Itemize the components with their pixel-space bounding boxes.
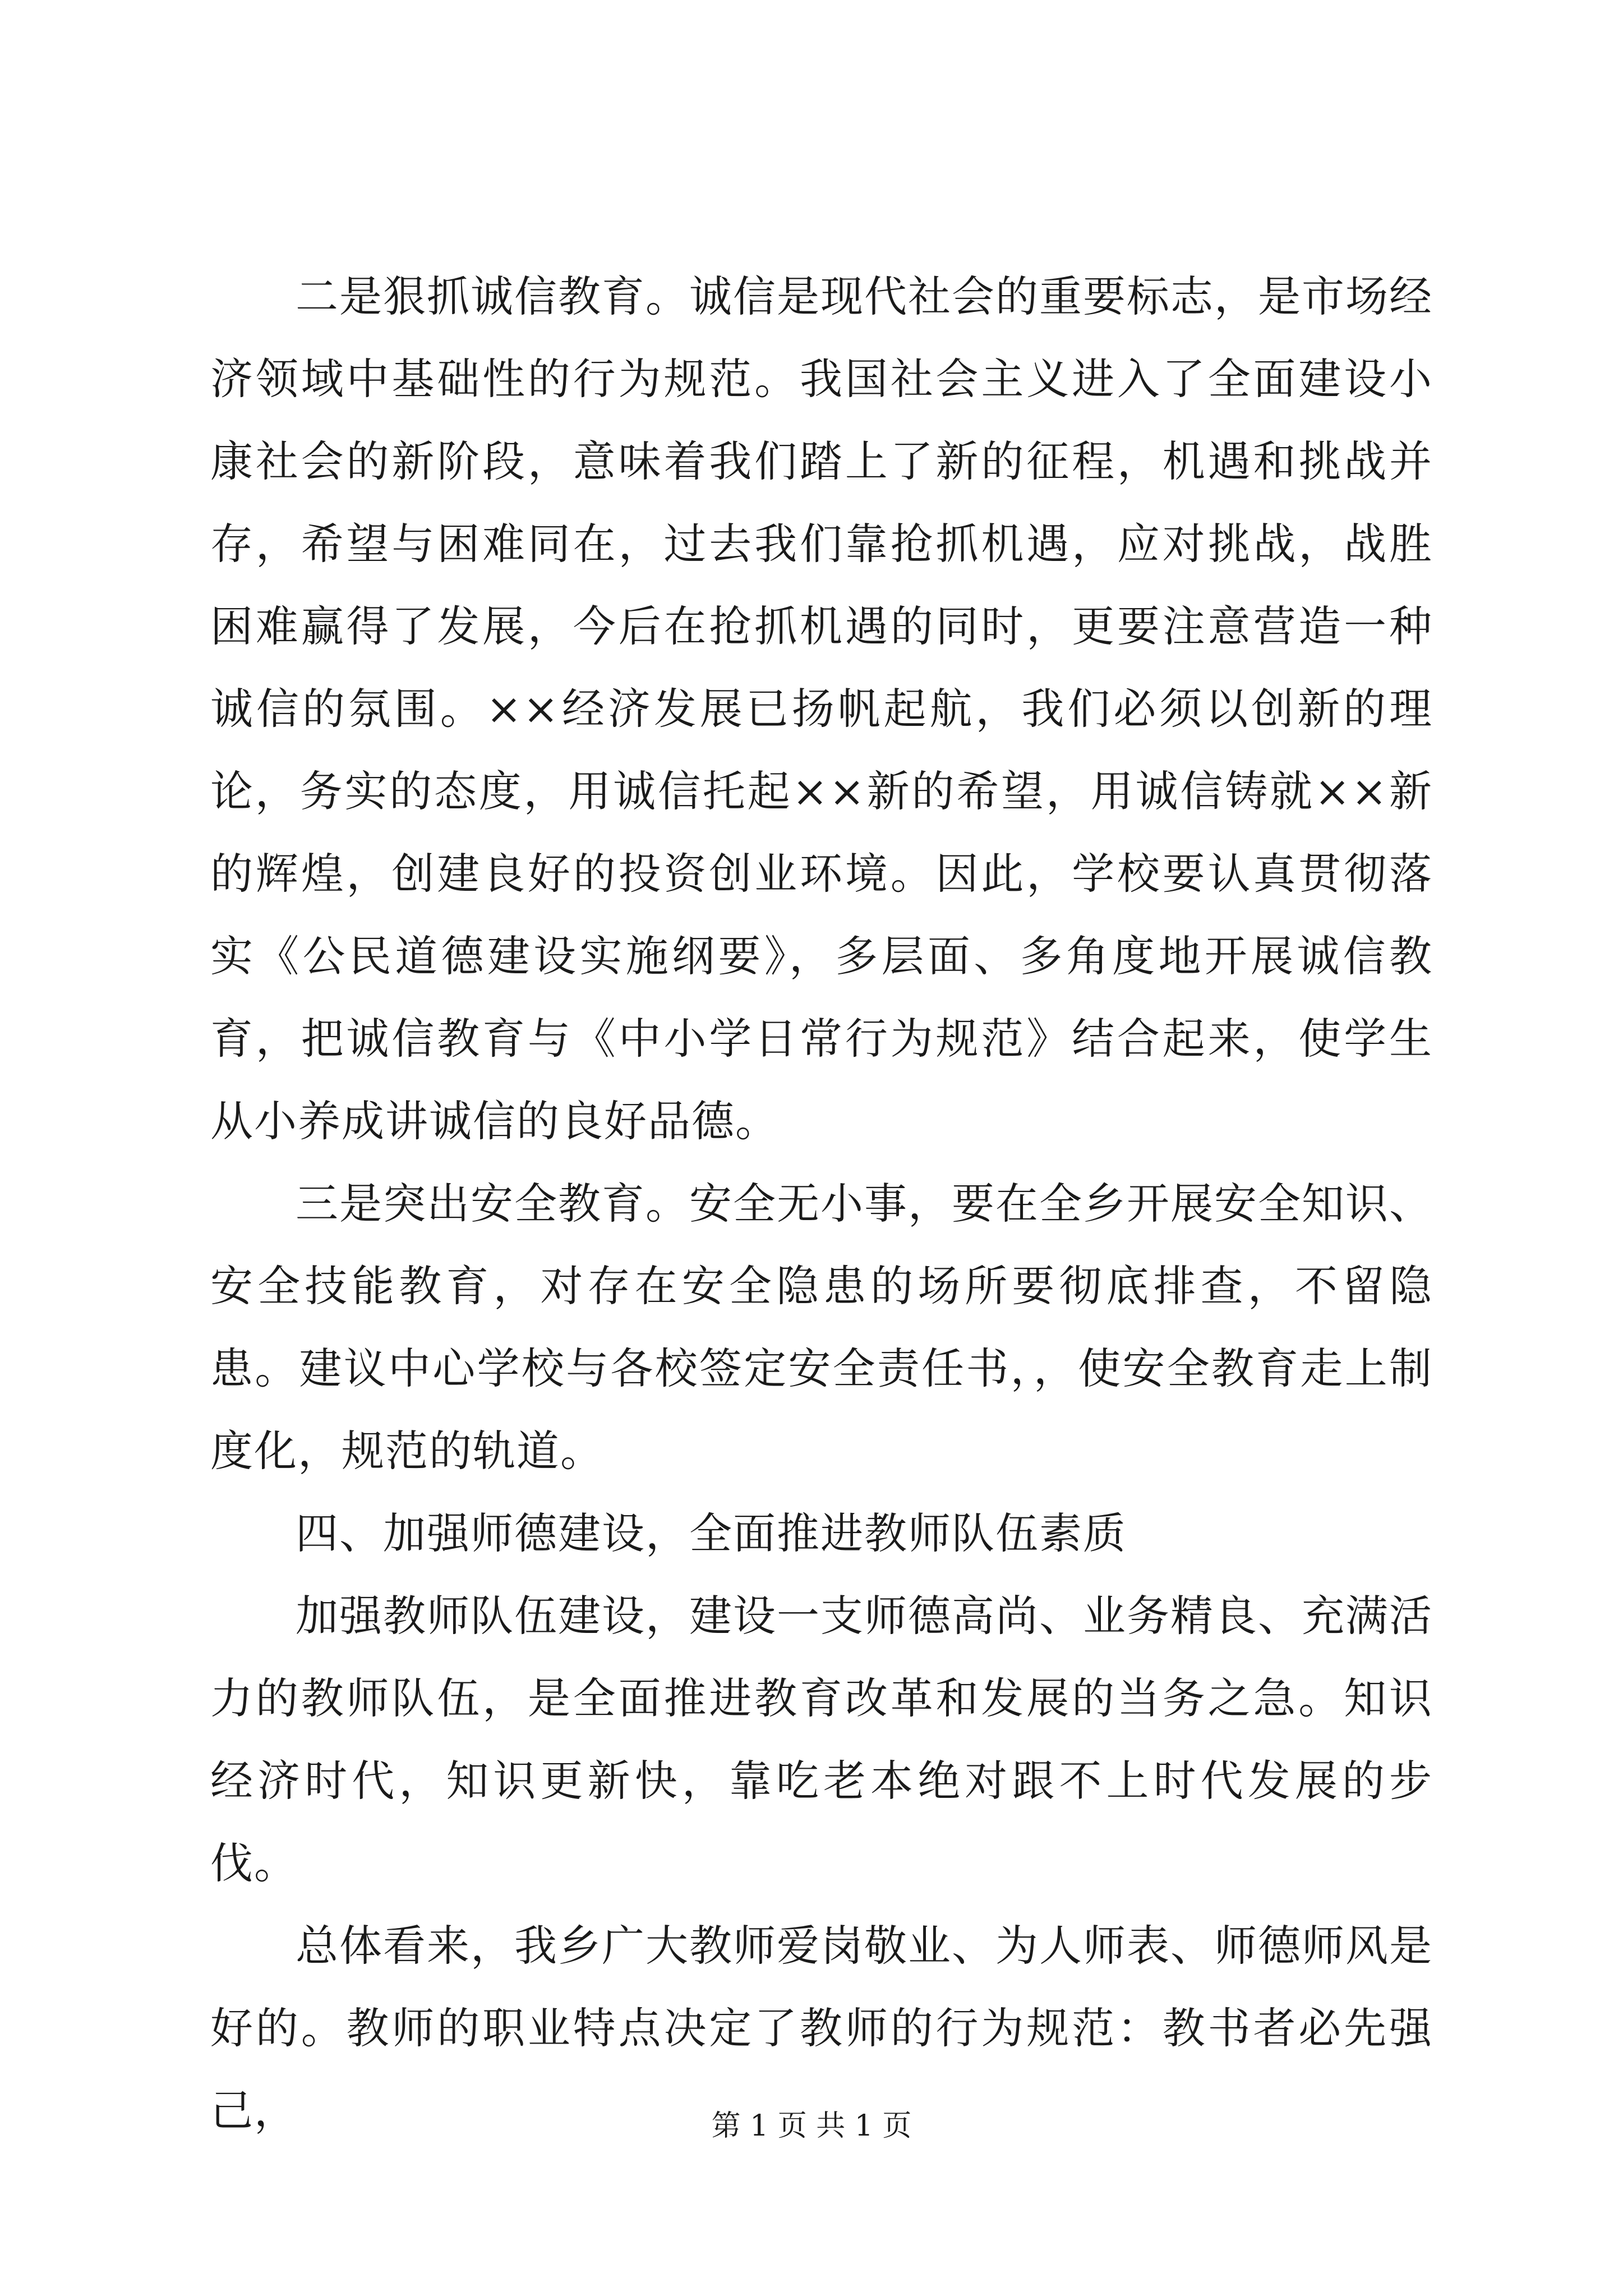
page-number-label: 第 1 页 共 1 页 [711, 2109, 912, 2143]
section-heading-teacher-ethics: 四、加强师德建设，全面推进教师队伍素质 [296, 1508, 1127, 1558]
document-body [210, 255, 1433, 2152]
paragraph-safety-education: 三是突出安全教育。安全无小事，要在全乡开展安全知识、安全技能教育，对存在安全隐患的场所要彻底排查，不留隐患。建议中心学校与各校签定安全责任书，，使安全教育走上制度化，规范的轨道。 [210, 1179, 1433, 1476]
paragraph-integrity-education: 二是狠抓诚信教育。诚信是现代社会的重要标志，是市场经济领域中基础性的行为规范。我国社会主义进入了全面建设小康社会的新阶段，意味着我们踏上了新的征程，机遇和挑战并存，希望与困难同在，过去我们靠抢抓机遇，应对挑战，战胜困难赢得了发展，今后在抢抓机遇的同时，更要注意营造一种诚信的氛围。××经济发展已扬帆起航，我们必须以创新的理论，务实的态度，用诚信托起××新的希望，用诚信铸就××新的辉煌，创建良好的投资创业环境。因此，学校要认真贯彻落实《公民道德建设实施纲要》，多层面、多角度地开展诚信教育，把诚信教育与《中小学日常行为规范》结合起来，使学生从小养成讲诚信的良好品德。 [210, 272, 1433, 1146]
paragraph-teacher-team: 加强教师队伍建设，建设一支师德高尚、业务精良、充满活力的教师队伍，是全面推进教育改革和发展的当务之急。知识经济时代，知识更新快，靠吃老本绝对跟不上时代发展的步伐。 [210, 1591, 1433, 1888]
page-footer [0, 2106, 1623, 2146]
paragraph-overall-view: 总体看来，我乡广大教师爱岗敬业、为人师表、师德师风是好的。教师的职业特点决定了教师的行为规范：教书者必先强己， [210, 1921, 1433, 2136]
